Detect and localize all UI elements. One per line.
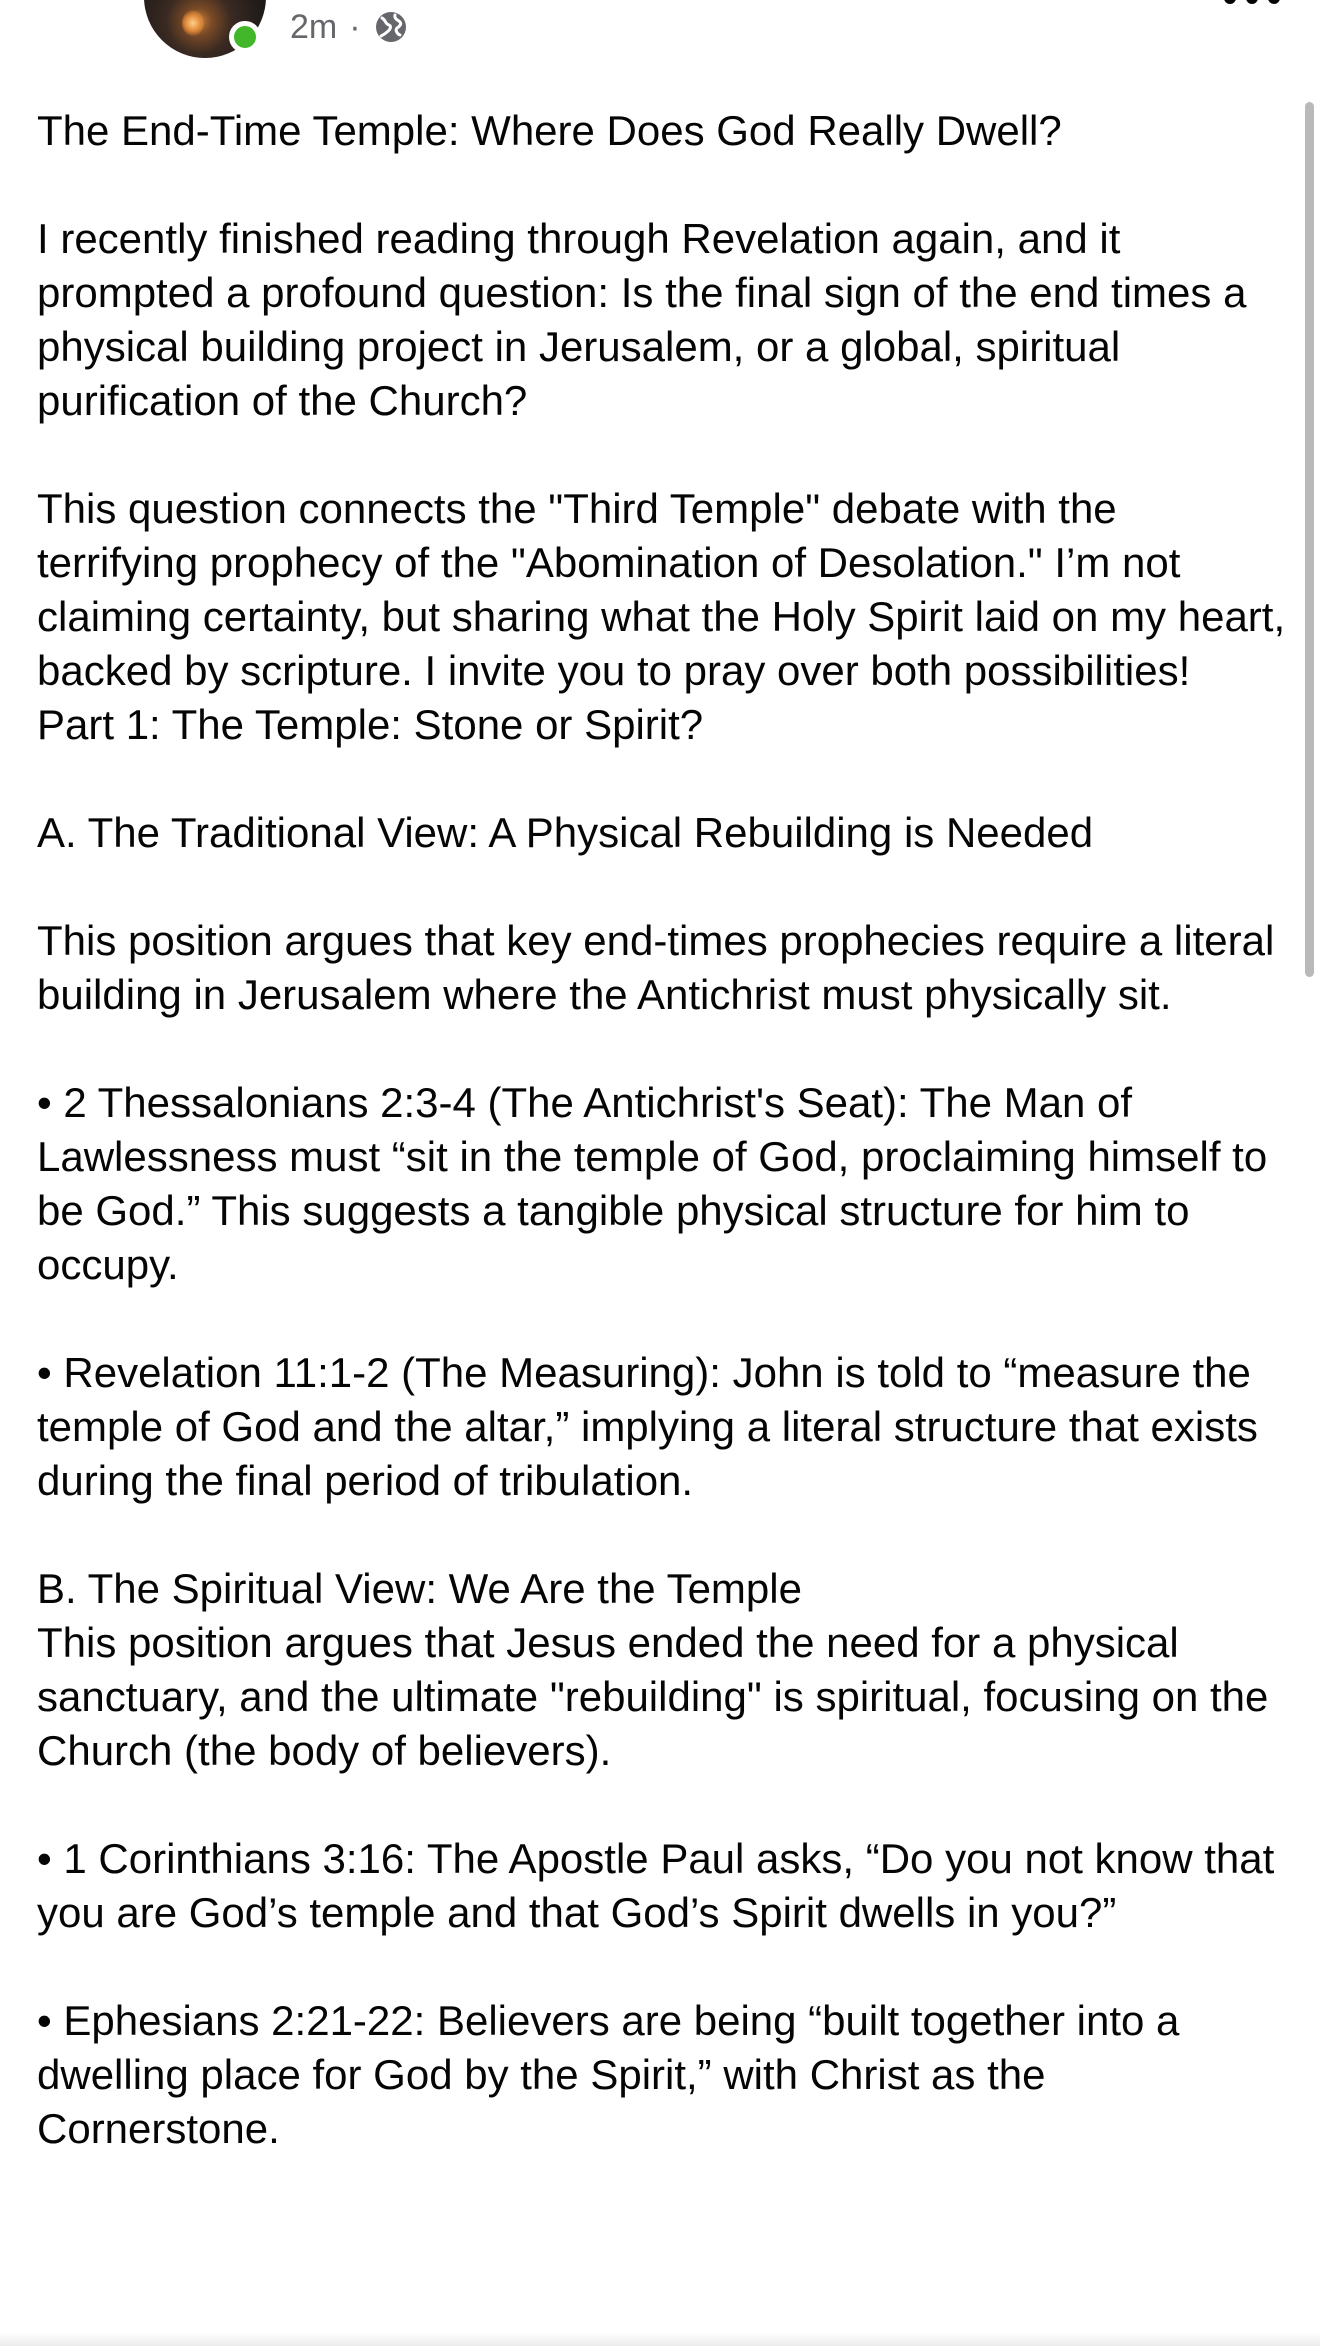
bottom-divider <box>0 2332 1320 2346</box>
online-status-indicator <box>229 21 261 53</box>
meta-separator: · <box>349 7 361 46</box>
post-body-text: The End-Time Temple: Where Does God Really Dwell? I recently finished reading through Revelation again, and it prompted a profound question: Is the final sign of the end times a physical building project in Jerusalem, or a global, spiritual purification of the Church? This question connects the "Third Temple" debate with the terrifying prophecy of the "Abomination of Desolation." I’m not claiming certainty, but sharing what the Holy Spirit laid on my heart, backed by scripture. I invite you to pray over both possibilities! Part 1: The Temple: Stone or Spirit? A. The Traditional View: A Physical Rebuilding is Needed This position argues that key end-times prophecies require a literal building in Jerusalem where the Antichrist must physically sit. • 2 Thessalonians 2:3-4 (The Antichrist's Seat): The Man of Lawlessness must “sit in the temple of God, proclaiming himself to be God.” This suggests a tangible physical structure for him to occupy. • Revelation 11:1-2 (The Measuring): John is told to “measure the temple of God and the altar,” implying a literal structure that exists during the final period of tribulation. B. The Spiritual View: We Are the Temple This position argues that Jesus ended the need for a physical sanctuary, and the ultimate "rebuilding" is spiritual, focusing on the Church (the body of believers). • 1 Corinthians 3:16: The Apostle Paul asks, “Do you not know that you are God’s temple and that God’s Spirit dwells in you?” • Ephesians 2:21-22: Believers are being “built together into a dwelling place for God by the Spirit,” with Christ as the Cornerstone. <box>37 107 1286 2152</box>
chevron-left-icon[interactable] <box>36 0 96 30</box>
post-header <box>0 0 1320 60</box>
post-timestamp[interactable]: 2m <box>290 7 338 46</box>
globe-icon[interactable] <box>373 9 409 45</box>
avatar-image-detail <box>182 10 204 36</box>
scrollbar[interactable] <box>1305 102 1314 977</box>
post-meta <box>290 2 409 52</box>
more-horizontal-icon[interactable] <box>1222 0 1282 10</box>
